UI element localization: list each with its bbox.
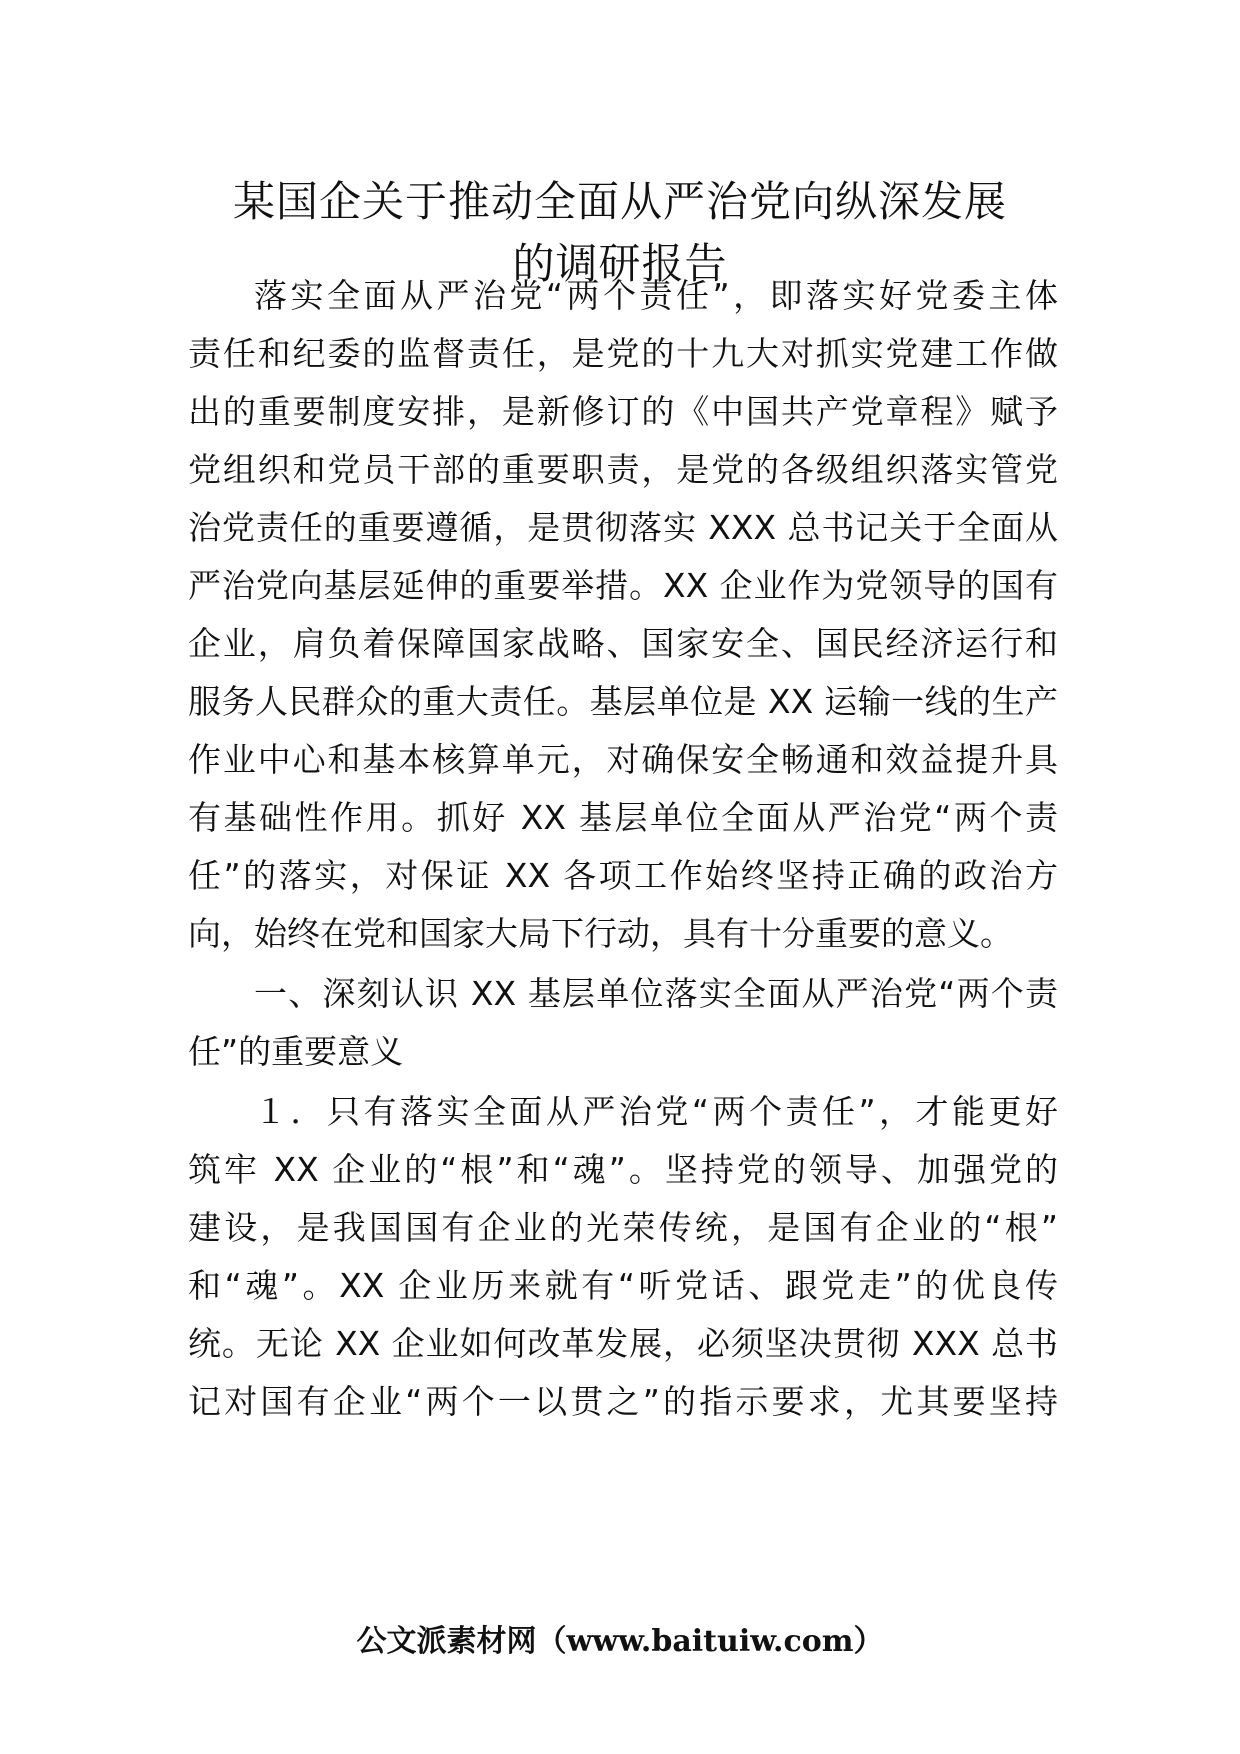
paragraph-line: 严治党向基层延伸的重要举措。XX 企业作为党领导的国有 <box>188 566 1058 605</box>
document-title-line-1: 某国企关于推动全面从严治党向纵深发展 <box>232 177 1007 226</box>
paragraph-line: 党组织和党员干部的重要职责，是党的各级组织落实管党 <box>188 450 1058 489</box>
paragraph-line: 落实全面从严治党“两个责任”，即落实好党委主体 <box>254 276 1058 315</box>
paragraph-line: 记对国有企业“两个一以贯之”的指示要求，尤其要坚持 <box>188 1382 1058 1421</box>
paragraph-line: １．只有落实全面从严治党“两个责任”，才能更好 <box>254 1092 1058 1131</box>
section-heading-line: 任”的重要意义 <box>188 1032 404 1071</box>
paragraph-line: 筑牢 XX 企业的“根”和“魂”。坚持党的领导、加强党的 <box>188 1150 1058 1189</box>
paragraph-line: 企业，肩负着保障国家战略、国家安全、国民经济运行和 <box>188 624 1058 663</box>
paragraph-line: 责任和纪委的监督责任，是党的十九大对抓实党建工作做 <box>188 334 1058 373</box>
paragraph-line: 任”的落实，对保证 XX 各项工作始终坚持正确的政治方 <box>188 856 1058 895</box>
paragraph-line: 向，始终在党和国家大局下行动，具有十分重要的意义。 <box>188 914 1013 953</box>
footer-watermark-text: 公文派素材网（www.baituiw.com） <box>356 1624 884 1659</box>
paragraph-line: 治党责任的重要遵循，是贯彻落实 XXX 总书记关于全面从 <box>188 508 1058 547</box>
paragraph-line: 作业中心和基本核算单元，对确保安全畅通和效益提升具 <box>188 740 1058 779</box>
paragraph-line: 统。无论 XX 企业如何改革发展，必须坚决贯彻 XXX 总书 <box>188 1324 1058 1363</box>
paragraph-line: 建设，是我国国有企业的光荣传统，是国有企业的“根” <box>188 1208 1058 1247</box>
paragraph-line: 出的重要制度安排，是新修订的《中国共产党章程》赋予 <box>188 392 1058 431</box>
paragraph-line: 和“魂”。XX 企业历来就有“听党话、跟党走”的优良传 <box>188 1266 1058 1305</box>
document-title-line-2: 的调研报告 <box>512 239 728 288</box>
paragraph-line: 服务人民群众的重大责任。基层单位是 XX 运输一线的生产 <box>188 682 1058 721</box>
paragraph-line: 有基础性作用。抓好 XX 基层单位全面从严治党“两个责 <box>188 798 1058 837</box>
section-heading-line: 一、深刻认识 XX 基层单位落实全面从严治党“两个责 <box>254 974 1058 1013</box>
